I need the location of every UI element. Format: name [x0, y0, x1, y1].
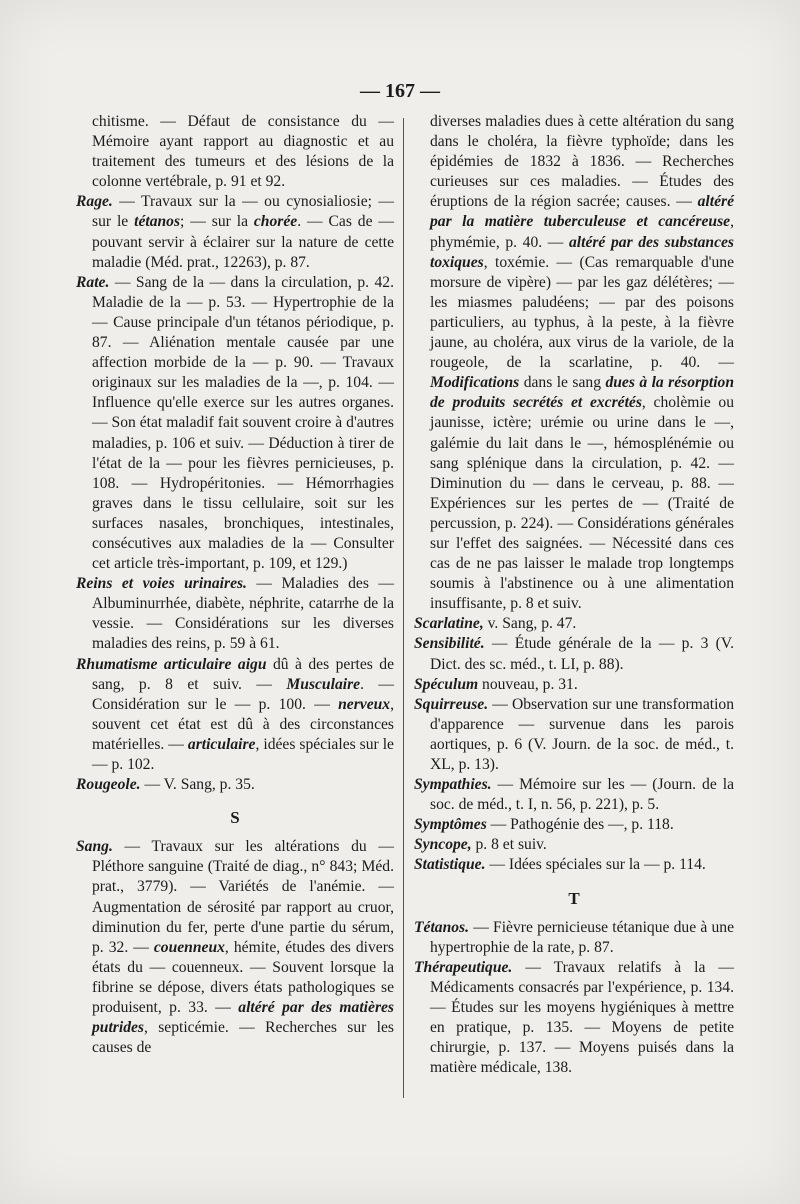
index-entry-statistique [414, 855, 734, 875]
entry-emphasis: articulaire [187, 735, 256, 753]
index-entry-reins [76, 574, 394, 654]
entry-text: v. Sang, p. 47. [483, 615, 577, 633]
entry-heading: Spéculum [414, 675, 479, 693]
entry-heading: Tétanos. [414, 918, 470, 936]
entry-emphasis: altéré par des matières putrides [92, 999, 394, 1037]
index-entry-squirreuse [414, 695, 734, 775]
entry-heading: Syncope, [414, 836, 472, 854]
entry-text: — Étude générale de la — p. 3 (V. Dict. des sc. méd., t. LI, p. 88). [430, 635, 734, 673]
index-entry-rhumatisme [76, 655, 394, 776]
index-entry-sensibilite [414, 634, 734, 674]
entry-text: , phymémie, p. 40. — [430, 213, 734, 251]
entry-text: — Fièvre pernicieuse tétanique due à une hypertrophie de la rate, p. 87. [430, 918, 734, 956]
entry-heading: Rage. [76, 193, 113, 211]
index-entry-rate [76, 273, 394, 574]
entry-text: . — Considération sur le — p. 100. — [92, 675, 395, 713]
entry-text: , toxémie. — (Cas remarquable d'une morsure de vipère) — par les gaz délétères; — les miasmes paludéens; — par des poisons particuliers, au typhus, à la peste, à la fièvre jaune, au choléra, aux virus de la variole, de la rougeole, de la scarlatine, p. 40. — [430, 253, 734, 372]
entry-heading: Symptômes [414, 816, 487, 834]
index-entry-therapeutique [414, 958, 734, 1079]
entry-text: , septicémie. — Recherches sur les causes de [92, 1019, 394, 1057]
index-entry-syncope [414, 835, 734, 855]
entry-heading: Rate. [76, 273, 110, 291]
entry-emphasis: chorée [253, 213, 298, 231]
index-entry-rougeole [76, 775, 394, 795]
right-column [414, 112, 734, 1078]
entry-text: — Travaux sur les altérations du — Pléthore sanguine (Traité de diag., n° 843; Méd. prat., 3779). — Variétés de l'anémie. — Augmentation de sérosité par rapport au cruor, diminution du fer, perte d'une partie du sérum, p. 32. — [92, 838, 394, 956]
entry-text: nouveau, p. 31. [478, 675, 578, 693]
entry-text: diverses maladies dues à cette altération du sang dans le choléra, la fièvre typhoïde; dans les épidémies de 1832 à 1836. — Recherches curieuses sur ces maladies. — Études des éruptions de la région sacrée; causes. — [430, 113, 734, 211]
entry-text: — Sang de la — dans la circulation, p. 42. Maladie de la — p. 53. — Hypertrophie de la — Cause principale d'un tétanos périodique, p. 87. — Aliénation mentale causée par une affection morbide de la — p. 90. — Travaux originaux sur les maladies de la —, p. 104. — Influence qu'elle exerce sur les autres organes. — Son état maladif fait souvent croire à d'autres maladies, p. 106 et suiv. — Déduction à tirer de l'état de la — pour les fièvres pernicieuses, p. 108. — Hydropéritonies. — Hémorrhagies graves dans le tissu cellulaire, soit sur les surfaces nasales, bronchiques, intestinales, consécutives aux maladies de la — Consulter cet article très-important, p. 109, et 129.) [92, 273, 394, 573]
entry-heading: Statistique. [414, 856, 486, 874]
index-entry-sang [76, 837, 394, 1058]
entry-text: ; — sur la [180, 213, 254, 231]
entry-heading: Sensibilité. [414, 635, 485, 653]
index-entry-symptomes [414, 815, 734, 835]
entry-text: — V. Sang, p. 35. [140, 776, 255, 794]
entry-text: , idées spéciales sur le — p. 102. [92, 735, 394, 773]
entry-text: — Maladies des — Albuminurrhée, diabète, néphrite, catarrhe de la vessie. — Considérations sur les diverses maladies des reins, p. 59 à 61. [92, 575, 394, 653]
entry-text: p. 8 et suiv. [471, 836, 547, 854]
entry-text: , hémite, études des divers états du — couenneux. — Souvent lorsque la fibrine se dépose, divers états pathologiques se produisent, p. 33. — [92, 938, 394, 1017]
section-letter-s: S [230, 808, 240, 828]
left-column [76, 112, 394, 1058]
entry-emphasis: Musculaire [286, 675, 361, 693]
entry-emphasis: dues à la résorption de produits secrétés et excrétés [430, 374, 735, 412]
entry-heading: Scarlatine, [414, 615, 484, 633]
entry-heading: Rougeole. [76, 776, 141, 794]
index-entry-sympathies [414, 775, 734, 815]
index-entry-rage [76, 192, 394, 272]
entry-emphasis: couenneux [153, 938, 225, 956]
entry-heading: Rhumatisme articulaire aigu [76, 655, 267, 673]
page-number: — 167 — [360, 80, 440, 102]
entry-text: , souvent cet état est dû à des circonstances matérielles. — [92, 695, 394, 753]
entry-text: dans le sang [519, 374, 606, 392]
section-letter-t: T [568, 888, 580, 908]
entry-emphasis: tétanos [134, 213, 181, 231]
entry-emphasis: altéré par la matière tuberculeuse et cancéreuse [430, 193, 734, 231]
entry-text: — Observation sur une transformation d'apparence — survenue dans les parois aortiques, p. 6 (V. Journ. de la soc. de méd., t. XL, p. 13). [430, 695, 734, 773]
entry-text: — Mémoire sur les — (Journ. de la soc. de méd., t. I, n. 56, p. 221), p. 5. [430, 776, 734, 814]
entry-text: . — Cas de — pouvant servir à éclairer sur la nature de cette maladie (Méd. prat., 12263), p. 87. [92, 213, 394, 271]
entry-text: — Travaux relatifs à la — Médicaments consacrés par l'expérience, p. 134. — Études sur les moyens hygiéniques à mettre en pratique, p. 135. — Moyens de petite chirurgie, p. 137. — Moyens puisés dans la matière médicale, 138. [430, 958, 734, 1077]
index-entry-speculum [414, 675, 734, 695]
entry-emphasis: Modifications [430, 374, 520, 392]
continued-entry-sang [414, 112, 734, 614]
entry-text: — Idées spéciales sur la — p. 114. [485, 856, 706, 874]
entry-text: dû à des pertes de sang, p. 8 et suiv. — [92, 655, 394, 693]
entry-heading: Sang. [76, 838, 113, 856]
entry-emphasis: altéré par des substances toxiques [430, 233, 734, 271]
column-divider [403, 118, 404, 1098]
index-entry-scarlatine [414, 614, 734, 634]
index-entry-tetanos [414, 918, 734, 958]
entry-heading: Sympathies. [414, 776, 492, 794]
entry-heading: Reins et voies urinaires. [76, 575, 247, 593]
entry-heading: Squirreuse. [414, 695, 489, 713]
continued-entry: chitisme. — Défaut de consistance du — Mémoire ayant rapport au diagnostic et au traitement des tumeurs et des lésions de la colonne vertébrale, p. 91 et 92. [92, 113, 394, 191]
entry-text: , cholèmie ou jaunisse, ictère; urémie ou urine dans le —, galémie du lait dans le —, hémosplénémie ou sang splénique dans la circulation, p. 42. — Diminution du — dans le cerveau, p. 88. — Expériences sur les pertes de — (Traité de percussion, p. 224). — Considérations générales sur l'effet des saignées. — Nécessité dans ces cas de ne pas laisser le malade trop longtemps soumis à l'abstinence ou à une alimentation insuffisante, p. 8 et suiv. [430, 394, 734, 613]
entry-emphasis: nerveux [338, 695, 391, 713]
entry-text: — Pathogénie des —, p. 118. [486, 816, 674, 834]
entry-text: — Travaux sur la — ou cynosialiosie; — sur le [92, 193, 394, 231]
entry-heading: Thérapeutique. [414, 958, 513, 976]
